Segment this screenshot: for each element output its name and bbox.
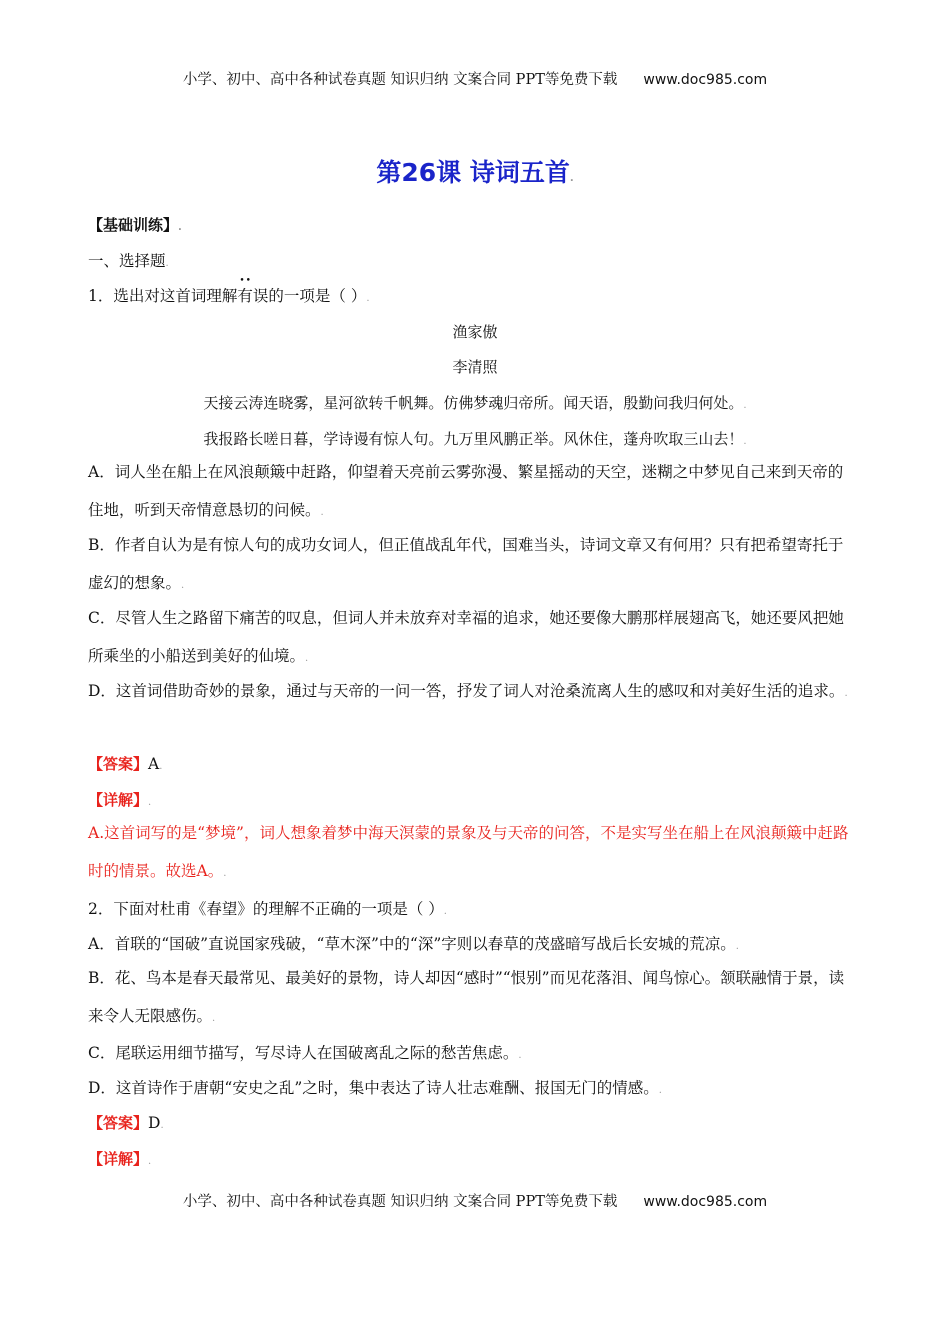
poem-author: 李清照 (452, 358, 498, 376)
emphasis-marked-text: •• 有误 (237, 287, 268, 305)
footer-text: 小学、初中、高中各种试卷真题 知识归纳 文案合同 PPT等免费下载 (182, 1194, 618, 1210)
poem-line-2: 我报路长嗟日暮，学诗谩有惊人句。九万里风鹏正举。风休住，蓬舟吹取三山去！ . (0, 428, 950, 449)
question-2-stem: 2．下面对杜甫《春望》的理解不正确的一项是（ ） . (88, 897, 868, 919)
part-label: 一、选择题 . (88, 249, 868, 271)
question-2-answer: 【答案】D . (88, 1112, 868, 1133)
question-2-option-a: A．首联的“国破”直说国家残破，“草木深”中的“深”字则以春草的茂盛暗写战后长安城的荒凉。 . (88, 932, 868, 954)
question-1-explanation: A.这首词写的是“梦境”，词人想象着梦中海天溟蒙的景象及与天帝的问答，不是实写坐在船上在风浪颠簸中赶路时的情景。故选A。 . (88, 814, 858, 893)
page-header (0, 68, 950, 89)
question-1-answer: 【答案】A . (88, 753, 868, 774)
question-2-explain-label: 【详解】 . (88, 1148, 868, 1169)
poem-title: 渔家傲 (452, 323, 498, 341)
question-1-option-d: D．这首词借助奇妙的景象，通过与天帝的一问一答，抒发了词人对沧桑流离人生的感叹和对美好生活的追求。 . (88, 672, 858, 713)
section-label: 【基础训练】 . (88, 214, 868, 235)
footer-site-link[interactable]: www.doc985.com (643, 1194, 768, 1210)
question-1-stem: 1．选出对这首词理解•• 有误的一项是（ ） . (88, 284, 868, 306)
question-2-option-c: C．尾联运用细节描写，写尽诗人在国破离乱之际的愁苦焦虑。 . (88, 1041, 868, 1063)
page-footer (0, 1190, 950, 1211)
question-1-option-a: A．词人坐在船上在风浪颠簸中赶路，仰望着天亮前云雾弥漫、繁星摇动的天空，迷糊之中梦见自己来到天帝的住地，听到天帝情意恳切的问候。 . (88, 453, 858, 532)
lesson-title: 第26课 诗词五首 . (0, 153, 950, 189)
question-1-explain-label: 【详解】 . (88, 789, 868, 810)
header-text: 小学、初中、高中各种试卷真题 知识归纳 文案合同 PPT等免费下载 (182, 72, 618, 88)
question-1-option-c: C．尽管人生之路留下痛苦的叹息，但词人并未放弃对幸福的追求，她还要像大鹏那样展翅高飞，她还要风把她所乘坐的小船送到美好的仙境。 . (88, 599, 858, 678)
question-2-option-d: D．这首诗作于唐朝“安史之乱”之时，集中表达了诗人壮志难酬、报国无门的情感。 . (88, 1076, 868, 1098)
poem-line-1: 天接云涛连晓雾，星河欲转千帆舞。仿佛梦魂归帝所。闻天语，殷勤问我归何处。 . (0, 392, 950, 413)
header-site-link[interactable]: www.doc985.com (643, 72, 768, 88)
question-1-option-b: B．作者自认为是有惊人句的成功女词人，但正值战乱年代，国难当头，诗词文章又有何用？只有把希望寄托于虚幻的想象。 . (88, 526, 858, 605)
question-2-option-b: B．花、鸟本是春天最常见、最美好的景物，诗人却因“感时”“恨别”而见花落泪、闻鸟惊心。颔联融情于景，读来令人无限感伤。 . (88, 959, 858, 1038)
